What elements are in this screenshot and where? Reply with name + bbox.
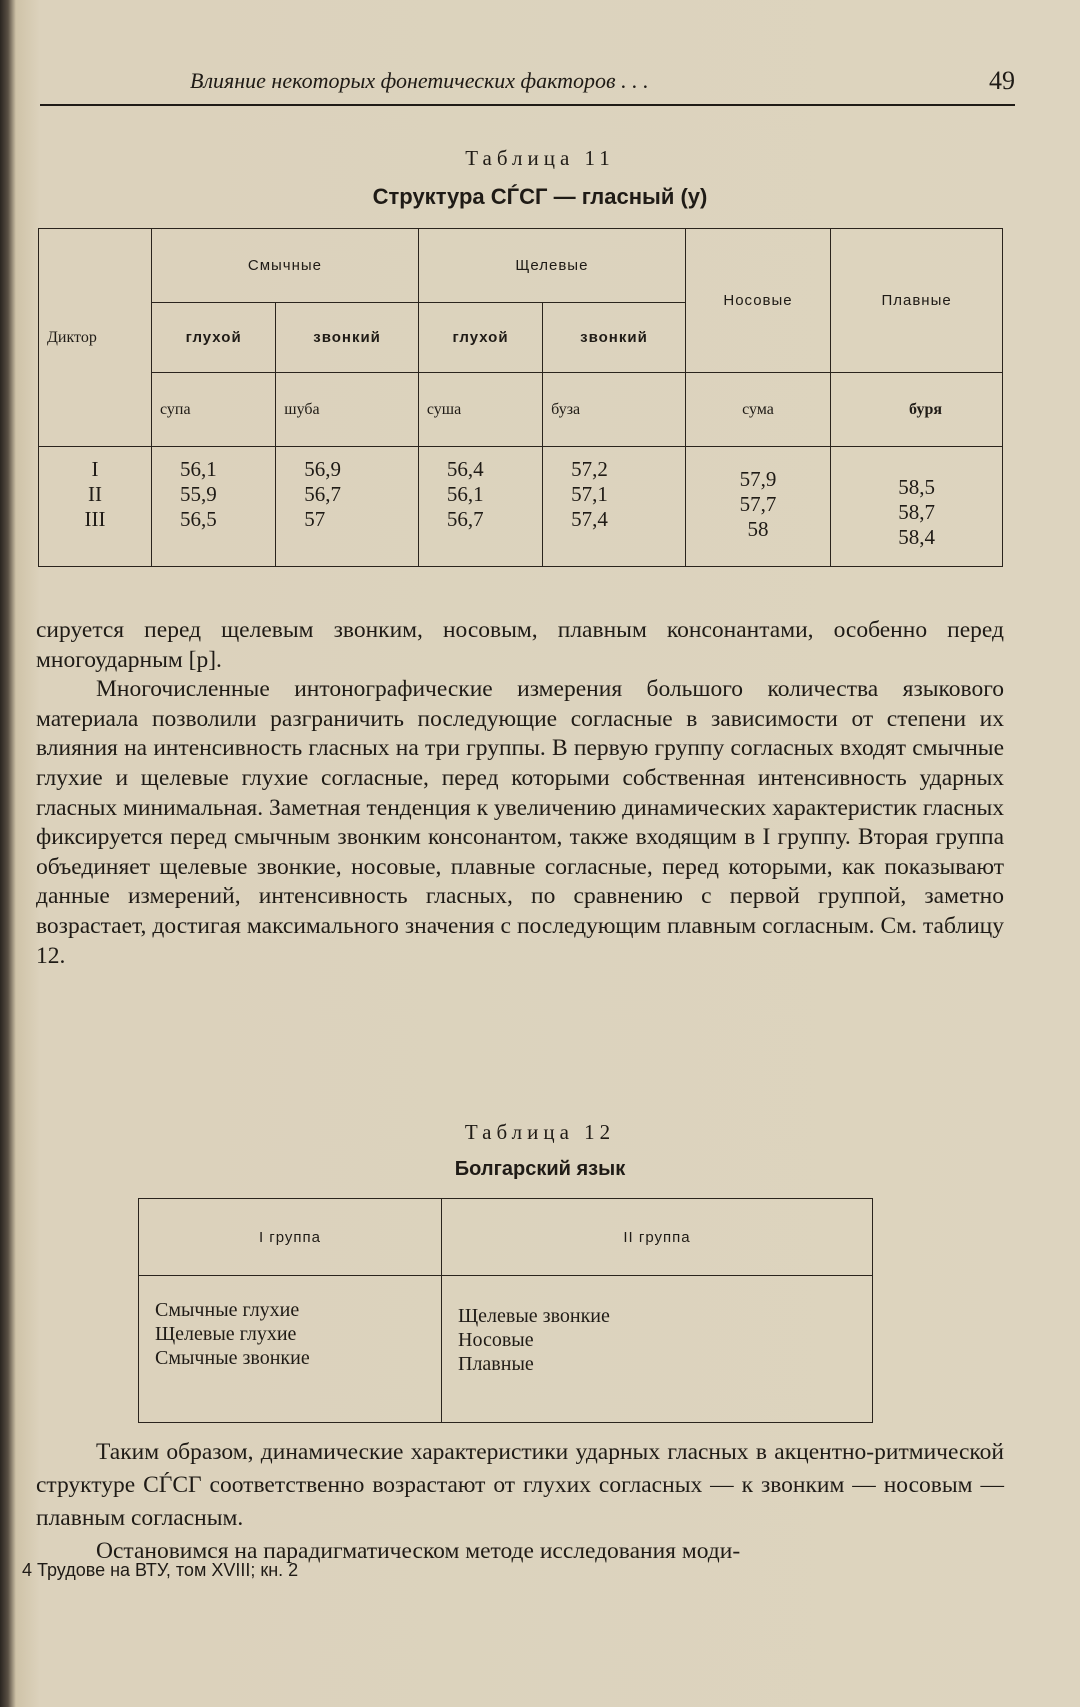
list-item: Носовые bbox=[458, 1329, 534, 1351]
list-item: Щелевые звонкие bbox=[458, 1305, 610, 1327]
values-suma bbox=[685, 447, 830, 567]
word-shuba: шуба bbox=[276, 373, 419, 447]
table11-number bbox=[0, 146, 1080, 171]
values-supa bbox=[152, 447, 276, 567]
page-header bbox=[40, 68, 1015, 108]
speaker-1: I bbox=[91, 457, 99, 481]
value-cell: 56,7 bbox=[304, 482, 342, 506]
paragraph: Многочисленные интонографические измерения большого количества языкового материала позволили разграничить последующие согласные в зависимости от степени их влияния на интенсивность гласных на три группы. В первую группу согласных входят смычные глухие и щелевые глухие согласные, перед которыми собственная интенсивность ударных гласных минимальная. Заметная тенденция к увеличению динамических характеристик гласных фиксируется перед смычным звонким консонантом, также входящим в I группу. Вторая группа объединяет щелевые звонкие, носовые, плавные согласные, перед которыми, как показывают данные измерений, интенсивность гласных, по сравнению с первой группой, заметно возрастает, достигая максимального значения с последующим плавным согласным. См. таблицу 12. bbox=[36, 676, 1004, 969]
paragraph: Остановимся на парадигматическом методе исследования моди- bbox=[96, 1538, 741, 1564]
list-item: Смычные звонкие bbox=[155, 1347, 310, 1369]
page-number: 49 bbox=[989, 66, 1015, 95]
list-item: Щелевые глухие bbox=[155, 1323, 297, 1345]
value-cell: 55,9 bbox=[180, 482, 217, 506]
stops-voiceless: глухой bbox=[152, 303, 276, 373]
value-cell: 57,2 bbox=[571, 457, 608, 481]
value-cell: 57 bbox=[304, 507, 326, 531]
table11-title bbox=[0, 184, 1080, 210]
body-text-lower bbox=[36, 1436, 1004, 1568]
values-susha bbox=[418, 447, 542, 567]
speaker-3: III bbox=[84, 507, 106, 531]
list-item: Смычные глухие bbox=[155, 1299, 300, 1321]
value-cell: 58 bbox=[747, 517, 769, 541]
speaker-header: Диктор bbox=[39, 229, 152, 447]
header-stops: Смычные bbox=[152, 229, 419, 303]
header-liquids: Плавные bbox=[831, 229, 1003, 373]
list-item: Плавные bbox=[458, 1353, 534, 1375]
value-cell: 56,7 bbox=[446, 507, 484, 531]
running-title: Влияние некоторых фонетических факторов . . . bbox=[190, 68, 649, 93]
value-cell: 56,5 bbox=[180, 507, 217, 531]
value-cell: 58,7 bbox=[898, 500, 935, 524]
table12-title bbox=[0, 1158, 1080, 1181]
values-burya bbox=[831, 447, 1003, 567]
word-suma: сума bbox=[685, 373, 830, 447]
word-burya: буря bbox=[831, 373, 1003, 447]
value-cell: 57,4 bbox=[571, 507, 608, 531]
value-cell: 56,9 bbox=[304, 457, 342, 481]
value-cell: 58,5 bbox=[898, 475, 935, 499]
fricatives-voiceless: глухой bbox=[418, 303, 542, 373]
header-rule bbox=[40, 104, 1015, 106]
word-susha: суша bbox=[418, 373, 542, 447]
body-text-upper bbox=[36, 616, 1004, 971]
paragraph: Таким образом, динамические характеристики ударных гласных в акцентно-ритмической структуре СЃСГ соответственно возрастают от глухих согласных — к звонким — носовым — плавным согласным. bbox=[36, 1439, 1004, 1531]
table12-title-text: Болгарский язык bbox=[454, 1158, 626, 1180]
table-11 bbox=[38, 228, 1003, 567]
value-cell: 57,9 bbox=[739, 467, 777, 491]
fricatives-voiced: звонкий bbox=[543, 303, 686, 373]
footer-signature: 4 Трудове на ВТУ, том XVIII; кн. 2 bbox=[22, 1560, 299, 1580]
value-cell: 57,7 bbox=[739, 492, 777, 516]
table12-number bbox=[0, 1120, 1080, 1145]
group2-items bbox=[442, 1276, 873, 1423]
speaker-list bbox=[39, 447, 152, 567]
group2-header: II группа bbox=[442, 1199, 873, 1276]
paragraph: сируется перед щелевым звонким, носовым, плавным консонантами, особенно перед многоударным [р]. bbox=[36, 617, 1004, 673]
group1-items bbox=[139, 1276, 442, 1423]
table11-number-text: Таблица 11 bbox=[465, 146, 615, 170]
group1-header: I группа bbox=[139, 1199, 442, 1276]
header-nasals: Носовые bbox=[685, 229, 830, 373]
speaker-2: II bbox=[88, 482, 102, 506]
value-cell: 56,1 bbox=[446, 482, 484, 506]
value-cell: 56,1 bbox=[180, 457, 217, 481]
table11-title-text: Структура СЃСГ — гласный (у) bbox=[372, 184, 708, 209]
word-buza: буза bbox=[543, 373, 686, 447]
table-12 bbox=[138, 1198, 873, 1423]
word-supa: супа bbox=[152, 373, 276, 447]
stops-voiced: звонкий bbox=[276, 303, 419, 373]
table12-number-text: Таблица 12 bbox=[464, 1120, 616, 1144]
header-fricatives: Щелевые bbox=[418, 229, 685, 303]
value-cell: 58,4 bbox=[898, 525, 935, 549]
values-shuba bbox=[276, 447, 419, 567]
value-cell: 57,1 bbox=[571, 482, 608, 506]
value-cell: 56,4 bbox=[446, 457, 484, 481]
values-buza bbox=[543, 447, 686, 567]
